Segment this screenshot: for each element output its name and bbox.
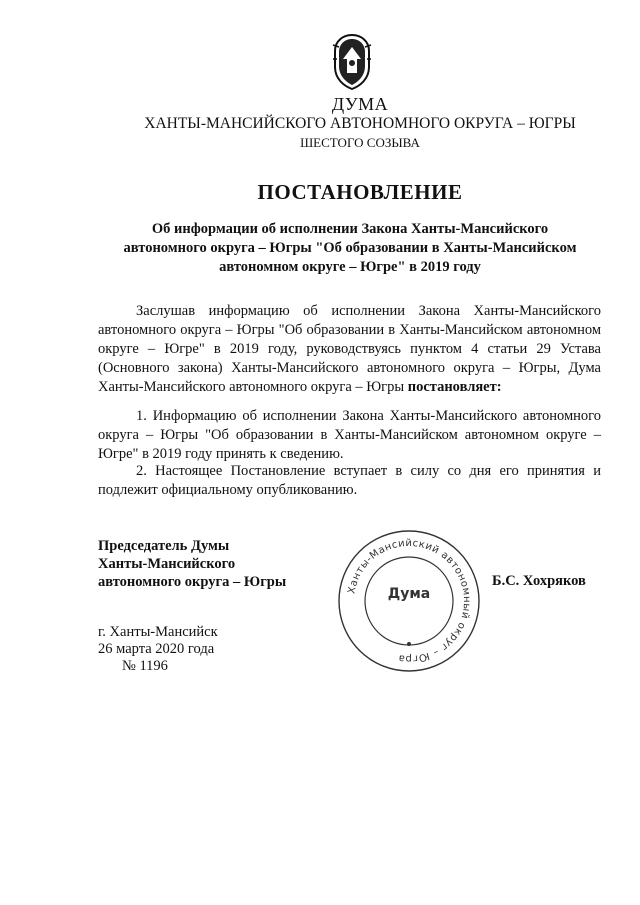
signer-position <box>98 537 328 591</box>
preamble-paragraph <box>98 302 601 397</box>
signer-position-line: Председатель Думы <box>98 538 230 554</box>
place-and-date <box>98 624 218 675</box>
date: 26 марта 2020 года <box>98 641 215 657</box>
seal-center-text: Дума <box>387 586 431 602</box>
item-1 <box>98 407 601 464</box>
item-1-text: 1. Информацию об исполнении Закона Ханты-Мансийского автономного округа – Югры "Об образовании в Ханты-Мансийском автономном округе – Югре" в 2019 году принять к сведению. <box>98 408 601 462</box>
seal-ring-text: Ханты-Мансийский автономный округ – Югра <box>346 537 473 665</box>
preamble-text: Заслушав информацию об исполнении Закона Ханты-Мансийского автономного округа – Югры "Об образовании в Ханты-Мансийском автономном округе – Югре" в 2019 году, руководствуясь пунктом 4 статьи 29 Устава (Основного закона) Ханты-Мансийского автономного округа – Югры, Дума Ханты-Мансийского автономного округа – Югры <box>98 303 601 395</box>
document-subject: Об информации об исполнении Закона Ханты-Мансийского автономного округа – Югры "Об образовании в Ханты-Мансийском автономном округе – Югре" в 2019 году <box>123 221 577 275</box>
city: г. Ханты-Мансийск <box>98 624 218 640</box>
org-region: ХАНТЫ-МАНСИЙСКОГО АВТОНОМНОГО ОКРУГА – ЮГРЫ <box>144 115 576 132</box>
document-number: № 1196 <box>122 658 168 674</box>
item-2-text: 2. Настоящее Постановление вступает в силу со дня его принятия и подлежит официальному опубликованию. <box>98 463 601 498</box>
official-seal <box>336 528 482 674</box>
preamble-decision: постановляет: <box>407 379 502 395</box>
item-2 <box>98 462 601 500</box>
org-name: ДУМА <box>331 94 389 114</box>
document-type: ПОСТАНОВЛЕНИЕ <box>257 180 463 204</box>
coat-of-arms-icon <box>329 33 375 91</box>
org-convocation: ШЕСТОГО СОЗЫВА <box>300 135 420 150</box>
signer-position-line: автономного округа – Югры <box>98 574 287 590</box>
signer-position-line: Ханты-Мансийского <box>98 556 236 572</box>
signer-name: Б.С. Хохряков <box>492 573 586 589</box>
